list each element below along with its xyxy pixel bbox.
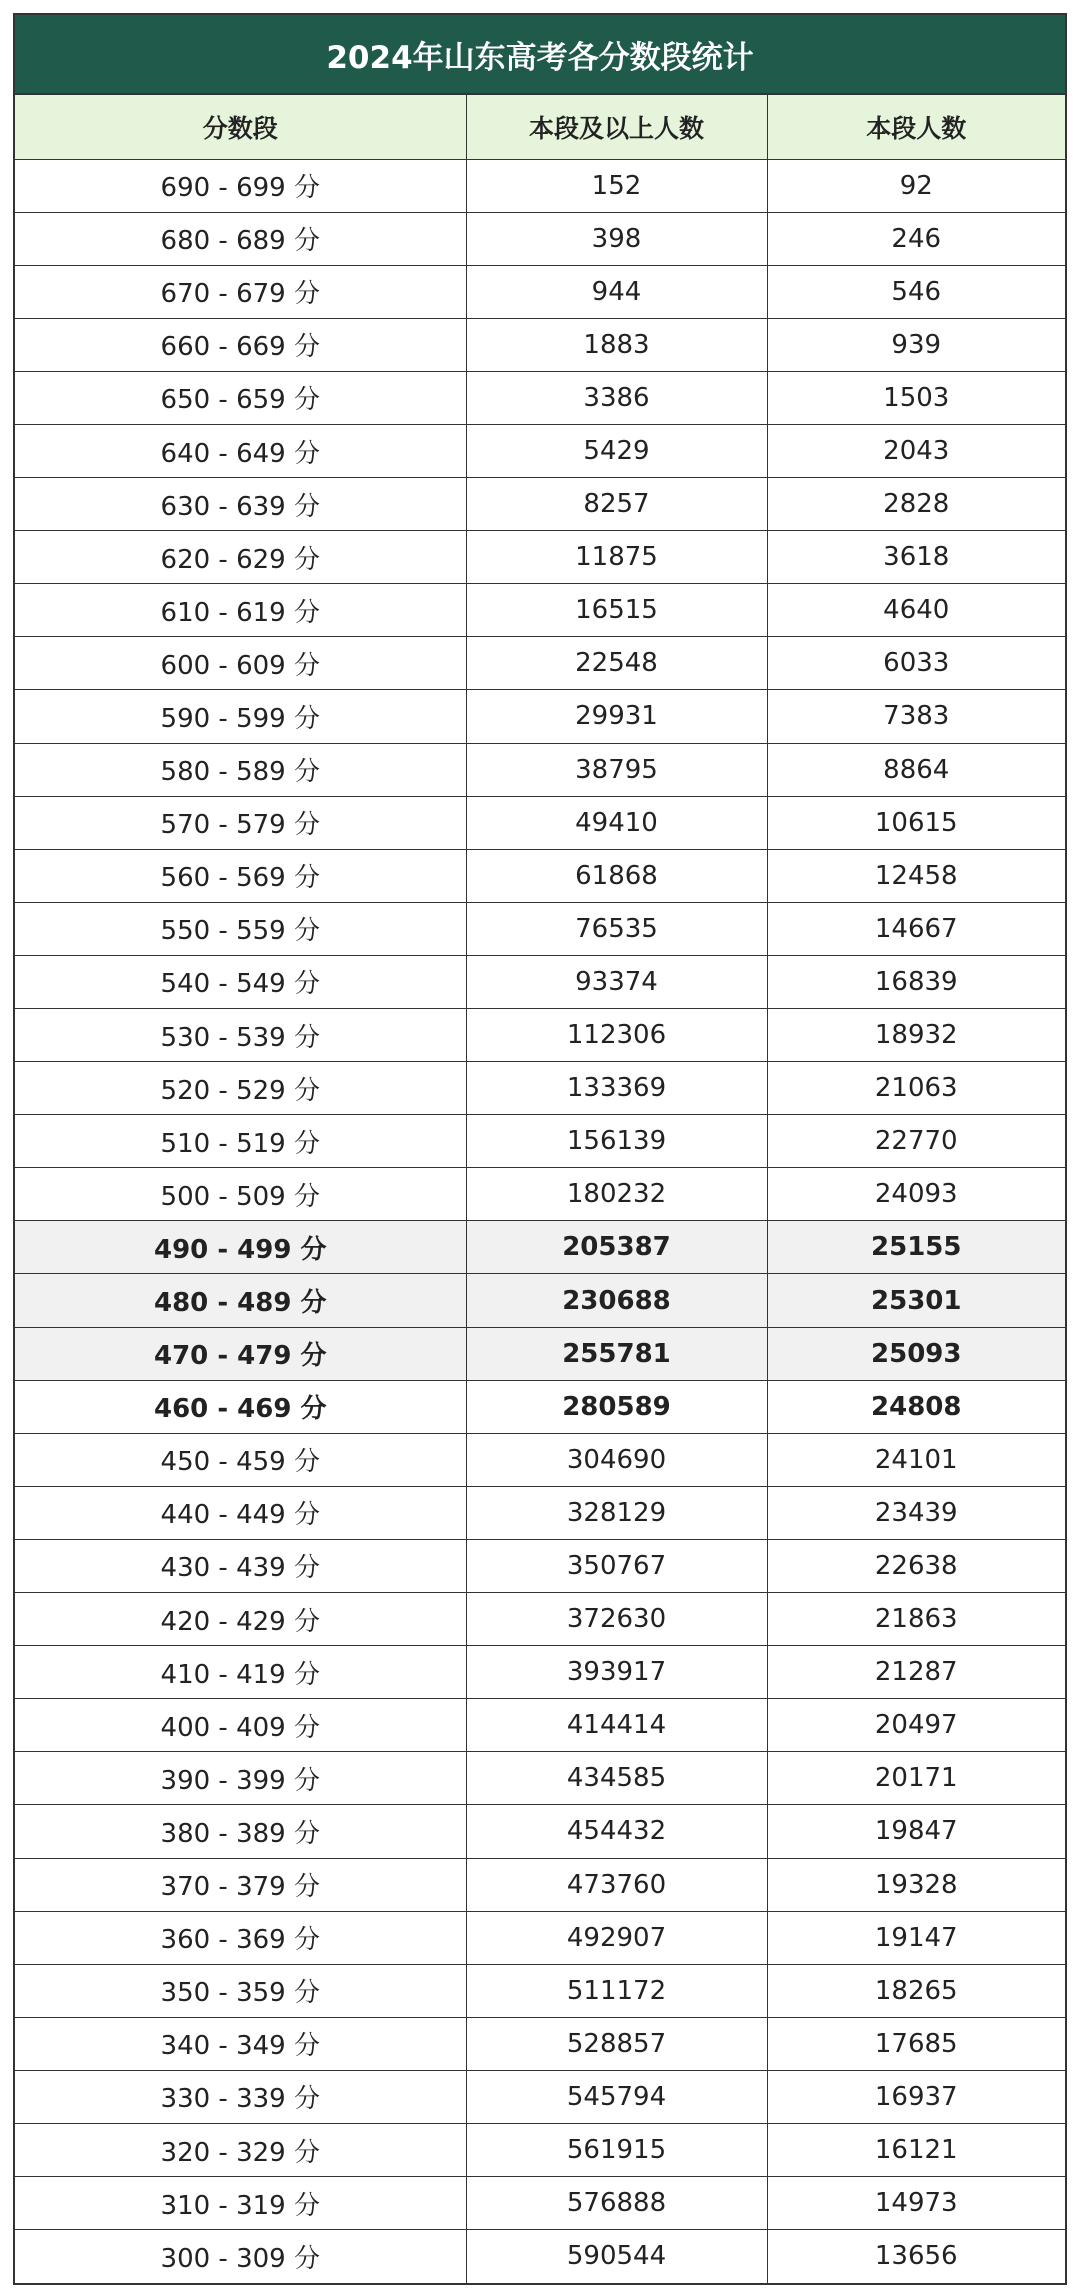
segment-count-cell: 939 (767, 318, 1065, 371)
table-row (15, 955, 1065, 1008)
table-row (15, 1486, 1065, 1539)
score-range-cell: 560 - 569 分 (15, 849, 466, 902)
score-range-cell: 660 - 669 分 (15, 318, 466, 371)
score-range-cell: 430 - 439 分 (15, 1539, 466, 1592)
table-row (15, 1115, 1065, 1168)
cumulative-count-cell: 61868 (466, 849, 767, 902)
header-row (15, 95, 1065, 159)
score-range-cell: 440 - 449 分 (15, 1486, 466, 1539)
score-range-cell: 580 - 589 分 (15, 743, 466, 796)
score-range-cell: 570 - 579 分 (15, 796, 466, 849)
segment-count-cell: 20171 (767, 1752, 1065, 1805)
segment-count-cell: 6033 (767, 637, 1065, 690)
cumulative-count-cell: 133369 (466, 1062, 767, 1115)
score-range-cell: 690 - 699 分 (15, 159, 466, 212)
cumulative-count-cell: 29931 (466, 690, 767, 743)
score-range-cell: 480 - 489 分 (15, 1274, 466, 1327)
table-row (15, 424, 1065, 477)
table-row (15, 743, 1065, 796)
score-range-cell: 410 - 419 分 (15, 1646, 466, 1699)
score-range-cell: 300 - 309 分 (15, 2230, 466, 2283)
score-range-cell: 350 - 359 分 (15, 1964, 466, 2017)
score-range-cell: 460 - 469 分 (15, 1380, 466, 1433)
segment-count-cell: 4640 (767, 584, 1065, 637)
score-range-cell: 500 - 509 分 (15, 1168, 466, 1221)
cumulative-count-cell: 280589 (466, 1380, 767, 1433)
cumulative-count-cell: 545794 (466, 2070, 767, 2123)
table-row (15, 2123, 1065, 2176)
table-body (15, 159, 1065, 2283)
cumulative-count-cell: 230688 (466, 1274, 767, 1327)
table-row (15, 1433, 1065, 1486)
score-table (15, 95, 1065, 2283)
cumulative-count-cell: 590544 (466, 2230, 767, 2283)
table-row (15, 2230, 1065, 2283)
segment-count-cell: 246 (767, 212, 1065, 265)
cumulative-count-cell: 22548 (466, 637, 767, 690)
segment-count-cell: 24101 (767, 1433, 1065, 1486)
score-range-cell: 620 - 629 分 (15, 531, 466, 584)
segment-count-cell: 25301 (767, 1274, 1065, 1327)
table-row (15, 478, 1065, 531)
cumulative-count-cell: 3386 (466, 371, 767, 424)
segment-count-cell: 22638 (767, 1539, 1065, 1592)
segment-count-cell: 3618 (767, 531, 1065, 584)
segment-count-cell: 8864 (767, 743, 1065, 796)
score-range-cell: 470 - 479 分 (15, 1327, 466, 1380)
segment-count-cell: 23439 (767, 1486, 1065, 1539)
cumulative-count-cell: 561915 (466, 2123, 767, 2176)
table-row (15, 1593, 1065, 1646)
segment-count-cell: 19328 (767, 1858, 1065, 1911)
cumulative-count-cell: 8257 (466, 478, 767, 531)
cumulative-count-cell: 93374 (466, 955, 767, 1008)
table-row (15, 1911, 1065, 1964)
segment-count-cell: 21863 (767, 1593, 1065, 1646)
table-row (15, 2017, 1065, 2070)
segment-count-cell: 18265 (767, 1964, 1065, 2017)
table-row (15, 1752, 1065, 1805)
score-range-cell: 420 - 429 分 (15, 1593, 466, 1646)
cumulative-count-cell: 492907 (466, 1911, 767, 1964)
score-range-cell: 360 - 369 分 (15, 1911, 466, 1964)
table-row (15, 584, 1065, 637)
segment-count-cell: 7383 (767, 690, 1065, 743)
segment-count-cell: 2828 (767, 478, 1065, 531)
cumulative-count-cell: 576888 (466, 2177, 767, 2230)
score-range-cell: 600 - 609 分 (15, 637, 466, 690)
table-row (15, 1168, 1065, 1221)
cumulative-count-cell: 944 (466, 265, 767, 318)
cumulative-count-cell: 414414 (466, 1699, 767, 1752)
score-distribution-sheet (13, 13, 1067, 2285)
table-row (15, 1380, 1065, 1433)
score-range-cell: 340 - 349 分 (15, 2017, 466, 2070)
cumulative-count-cell: 152 (466, 159, 767, 212)
segment-count-cell: 14667 (767, 902, 1065, 955)
table-row (15, 1539, 1065, 1592)
cumulative-count-cell: 5429 (466, 424, 767, 477)
score-range-cell: 330 - 339 分 (15, 2070, 466, 2123)
score-range-cell: 400 - 409 分 (15, 1699, 466, 1752)
segment-count-cell: 19147 (767, 1911, 1065, 1964)
score-range-cell: 370 - 379 分 (15, 1858, 466, 1911)
segment-count-cell: 17685 (767, 2017, 1065, 2070)
table-row (15, 1964, 1065, 2017)
table-row (15, 531, 1065, 584)
segment-count-cell: 18932 (767, 1009, 1065, 1062)
table-row (15, 1805, 1065, 1858)
table-row (15, 1858, 1065, 1911)
score-range-cell: 530 - 539 分 (15, 1009, 466, 1062)
table-row (15, 849, 1065, 902)
table-row (15, 690, 1065, 743)
cumulative-count-cell: 304690 (466, 1433, 767, 1486)
table-row (15, 212, 1065, 265)
cumulative-count-cell: 156139 (466, 1115, 767, 1168)
segment-count-cell: 16839 (767, 955, 1065, 1008)
segment-count-cell: 12458 (767, 849, 1065, 902)
table-row (15, 159, 1065, 212)
score-range-cell: 320 - 329 分 (15, 2123, 466, 2176)
segment-count-cell: 19847 (767, 1805, 1065, 1858)
score-range-cell: 310 - 319 分 (15, 2177, 466, 2230)
table-row (15, 371, 1065, 424)
cumulative-count-cell: 473760 (466, 1858, 767, 1911)
segment-count-cell: 21063 (767, 1062, 1065, 1115)
score-range-cell: 390 - 399 分 (15, 1752, 466, 1805)
cumulative-count-cell: 180232 (466, 1168, 767, 1221)
segment-count-cell: 20497 (767, 1699, 1065, 1752)
segment-count-cell: 16937 (767, 2070, 1065, 2123)
cumulative-count-cell: 205387 (466, 1221, 767, 1274)
cumulative-count-cell: 49410 (466, 796, 767, 849)
segment-count-cell: 14973 (767, 2177, 1065, 2230)
cumulative-count-cell: 434585 (466, 1752, 767, 1805)
score-range-cell: 590 - 599 分 (15, 690, 466, 743)
cumulative-count-cell: 328129 (466, 1486, 767, 1539)
segment-count-cell: 1503 (767, 371, 1065, 424)
segment-count-cell: 546 (767, 265, 1065, 318)
table-row (15, 1699, 1065, 1752)
table-row (15, 1221, 1065, 1274)
cumulative-count-cell: 350767 (466, 1539, 767, 1592)
segment-count-cell: 25093 (767, 1327, 1065, 1380)
table-row (15, 1274, 1065, 1327)
cumulative-count-cell: 112306 (466, 1009, 767, 1062)
segment-count-cell: 92 (767, 159, 1065, 212)
cumulative-count-cell: 11875 (466, 531, 767, 584)
cumulative-count-cell: 528857 (466, 2017, 767, 2070)
score-range-cell: 610 - 619 分 (15, 584, 466, 637)
segment-count-cell: 13656 (767, 2230, 1065, 2283)
segment-count-cell: 24093 (767, 1168, 1065, 1221)
score-range-cell: 540 - 549 分 (15, 955, 466, 1008)
table-row (15, 318, 1065, 371)
score-range-cell: 670 - 679 分 (15, 265, 466, 318)
table-row (15, 1062, 1065, 1115)
segment-count-cell: 25155 (767, 1221, 1065, 1274)
score-range-cell: 380 - 389 分 (15, 1805, 466, 1858)
segment-count-cell: 16121 (767, 2123, 1065, 2176)
table-row (15, 2177, 1065, 2230)
cumulative-count-cell: 255781 (466, 1327, 767, 1380)
score-range-cell: 680 - 689 分 (15, 212, 466, 265)
cumulative-count-cell: 76535 (466, 902, 767, 955)
table-title: 2024年山东高考各分数段统计 (15, 15, 1065, 95)
header-segment-count: 本段人数 (767, 95, 1065, 159)
header-score-range: 分数段 (15, 95, 466, 159)
cumulative-count-cell: 38795 (466, 743, 767, 796)
score-range-cell: 650 - 659 分 (15, 371, 466, 424)
score-range-cell: 510 - 519 分 (15, 1115, 466, 1168)
segment-count-cell: 21287 (767, 1646, 1065, 1699)
score-range-cell: 640 - 649 分 (15, 424, 466, 477)
table-row (15, 2070, 1065, 2123)
score-range-cell: 550 - 559 分 (15, 902, 466, 955)
table-row (15, 1327, 1065, 1380)
table-row (15, 637, 1065, 690)
cumulative-count-cell: 511172 (466, 1964, 767, 2017)
segment-count-cell: 24808 (767, 1380, 1065, 1433)
cumulative-count-cell: 16515 (466, 584, 767, 637)
table-row (15, 902, 1065, 955)
table-row (15, 1646, 1065, 1699)
cumulative-count-cell: 1883 (466, 318, 767, 371)
cumulative-count-cell: 398 (466, 212, 767, 265)
cumulative-count-cell: 372630 (466, 1593, 767, 1646)
cumulative-count-cell: 454432 (466, 1805, 767, 1858)
table-row (15, 796, 1065, 849)
table-row (15, 1009, 1065, 1062)
segment-count-cell: 10615 (767, 796, 1065, 849)
score-range-cell: 520 - 529 分 (15, 1062, 466, 1115)
segment-count-cell: 2043 (767, 424, 1065, 477)
header-cumulative-count: 本段及以上人数 (466, 95, 767, 159)
table-row (15, 265, 1065, 318)
score-range-cell: 490 - 499 分 (15, 1221, 466, 1274)
score-range-cell: 630 - 639 分 (15, 478, 466, 531)
cumulative-count-cell: 393917 (466, 1646, 767, 1699)
score-range-cell: 450 - 459 分 (15, 1433, 466, 1486)
segment-count-cell: 22770 (767, 1115, 1065, 1168)
